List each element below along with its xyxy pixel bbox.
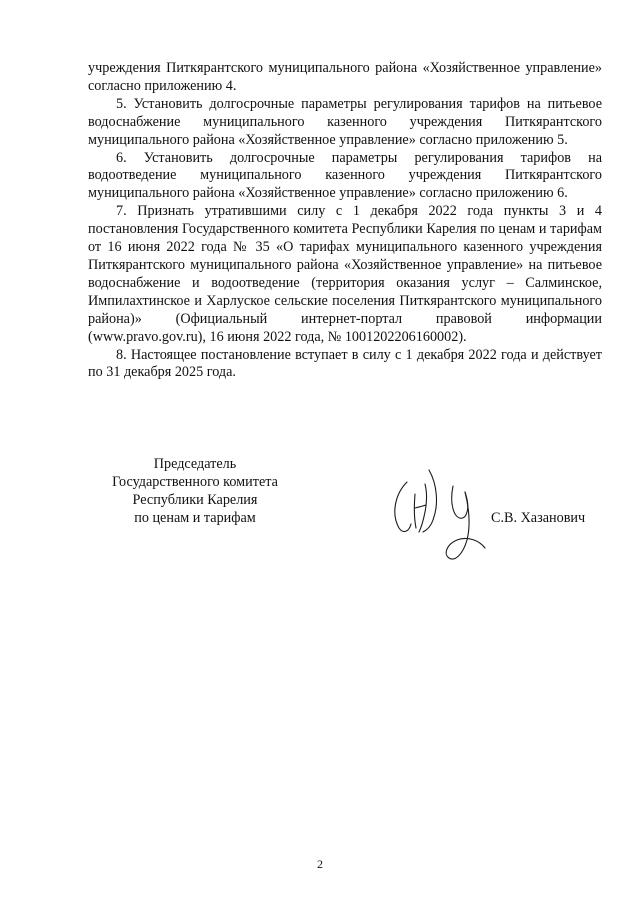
paragraph-continuation: учреждения Питкярантского муниципального района «Хозяйственное управление» согласно приложению 4. [88, 60, 602, 94]
paragraph-item-7: 7. Признать утратившими силу с 1 декабря 2022 года пункты 3 и 4 постановления Государственного комитета Республики Карелия по ценам и тарифам от 16 июня 2022 года № 35 «О тарифах муниципального казенного учреждения Питкярантского муниципального района «Хозяйственное управление» на питьевое водоснабжение и водоотведение (территория оказания услуг – Салминское, Импилахтинское и Харлуское сельские поселения Питкярантского муниципального района)» (Официальный интернет-портал правовой информации (www.pravo.gov.ru), 16 июня 2022 года, № 1001202206160002). [88, 203, 602, 345]
paragraph-item-6: 6. Установить долгосрочные параметры регулирования тарифов на водоотведение муниципального казенного учреждения Питкярантского муниципального района «Хозяйственное управление» согласно приложению 6. [88, 149, 602, 202]
paragraph-item-8: 8. Настоящее постановление вступает в силу с 1 декабря 2022 года и действует по 31 декабря 2025 года. [88, 346, 602, 381]
document-body [88, 60, 602, 382]
signer-title-line: Республики Карелия [132, 492, 258, 508]
handwritten-signature [385, 462, 495, 574]
signer-name: С.В. Хазанович [491, 510, 586, 526]
signer-title-line: Государственного комитета [112, 474, 278, 490]
paragraph-item-5: 5. Установить долгосрочные параметры регулирования тарифов на питьевое водоснабжение муниципального казенного учреждения Питкярантского муниципального района «Хозяйственное управление» согласно приложению 5. [88, 95, 602, 148]
page-number: 2 [317, 857, 323, 871]
signer-title-block [100, 455, 290, 527]
signer-title-line: Председатель [153, 456, 237, 472]
signer-title-line: по ценам и тарифам [134, 510, 256, 526]
